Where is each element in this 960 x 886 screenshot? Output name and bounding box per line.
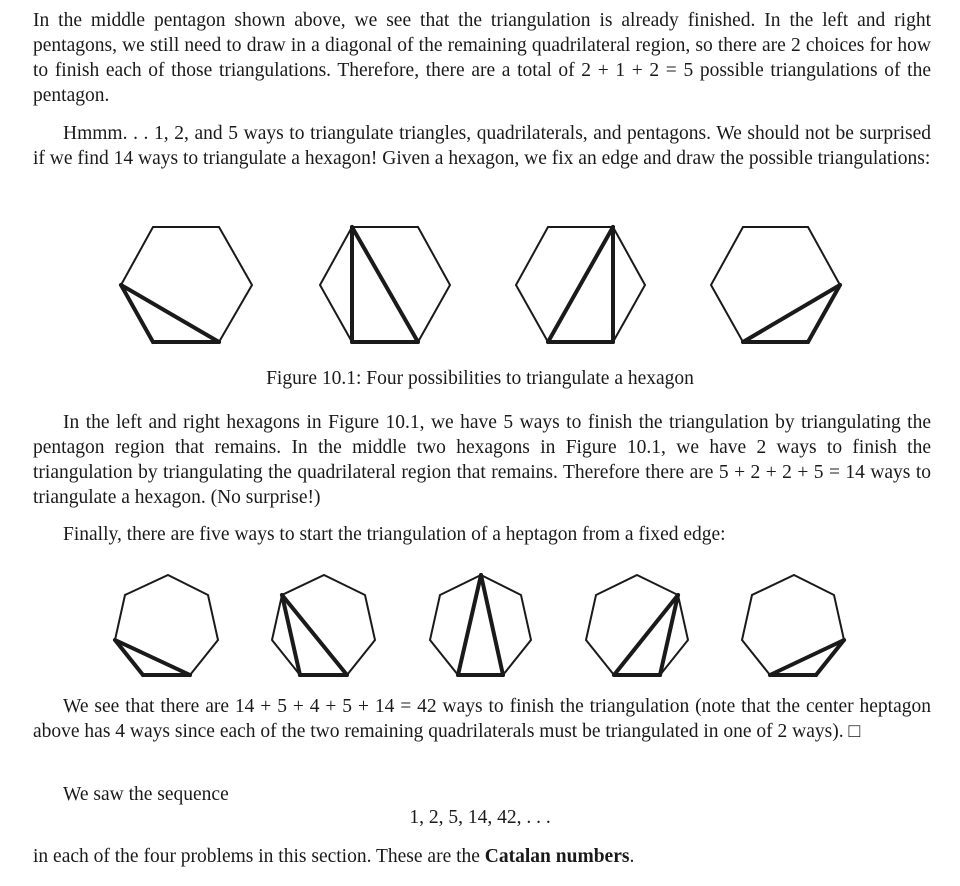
heptagon-2 <box>272 575 375 675</box>
catalan-numbers-term: Catalan numbers <box>484 846 630 867</box>
paragraph-heptagon-conclusion <box>33 694 931 744</box>
hexagon-figure <box>0 218 960 348</box>
heptagon-3 <box>430 575 531 675</box>
catalan-sequence: 1, 2, 5, 14, 42, . . . <box>409 807 551 828</box>
heptagon-1 <box>115 575 218 675</box>
qed-symbol: □ <box>848 721 861 742</box>
paragraph-sequence-intro: We saw the sequence <box>63 784 229 805</box>
hexagon-3 <box>516 227 645 342</box>
hexagon-1 <box>121 227 252 342</box>
figure-caption: Figure 10.1: Four possibilities to triangulate a hexagon <box>266 368 694 389</box>
heptagon-5 <box>742 575 844 675</box>
paragraph-pentagon-conclusion: In the middle pentagon shown above, we see that the triangulation is already finished. In the left and right pentagons, we still need to draw in a diagonal of the remaining quadrilateral region, so there are 2 choices for how to finish each of those triangulations. Therefore, there are a total of 2 + 1 + 2 = 5 possible triangulations of the pentagon. <box>33 10 931 106</box>
catalan-text-after: . <box>629 846 635 867</box>
heptagon-4 <box>586 575 688 675</box>
paragraph-catalan <box>33 844 931 869</box>
hexagon-4 <box>711 227 840 342</box>
paragraph-hexagon-intro: Hmmm. . . 1, 2, and 5 ways to triangulate triangles, quadrilaterals, and pentagons. We should not be surprised if we find 14 ways to triangulate a hexagon! Given a hexagon, we fix an edge and draw the possible triangulations: <box>33 123 931 169</box>
paragraph-heptagon-intro: Finally, there are five ways to start the triangulation of a heptagon from a fixed edge: <box>63 524 726 545</box>
heptagon-conclusion-text: We see that there are 14 + 5 + 4 + 5 + 14 = 42 ways to finish the triangulation (note that the center heptagon above has 4 ways since each of the two remaining quadrilaterals must be triangulated in one of 2 ways). <box>33 696 931 742</box>
paragraph-hexagon-explanation: In the left and right hexagons in Figure 10.1, we have 5 ways to finish the triangulation by triangulating the pentagon region that remains. In the middle two hexagons in Figure 10.1, we have 2 ways to finish the triangulation by triangulating the quadrilateral region that remains. Therefore there are 5 + 2 + 2 + 5 = 14 ways to triangulate a hexagon. (No surprise!) <box>33 412 931 508</box>
catalan-text-before: in each of the four problems in this section. These are the <box>33 846 485 867</box>
hexagon-2 <box>320 227 450 342</box>
heptagon-figure <box>0 570 960 680</box>
